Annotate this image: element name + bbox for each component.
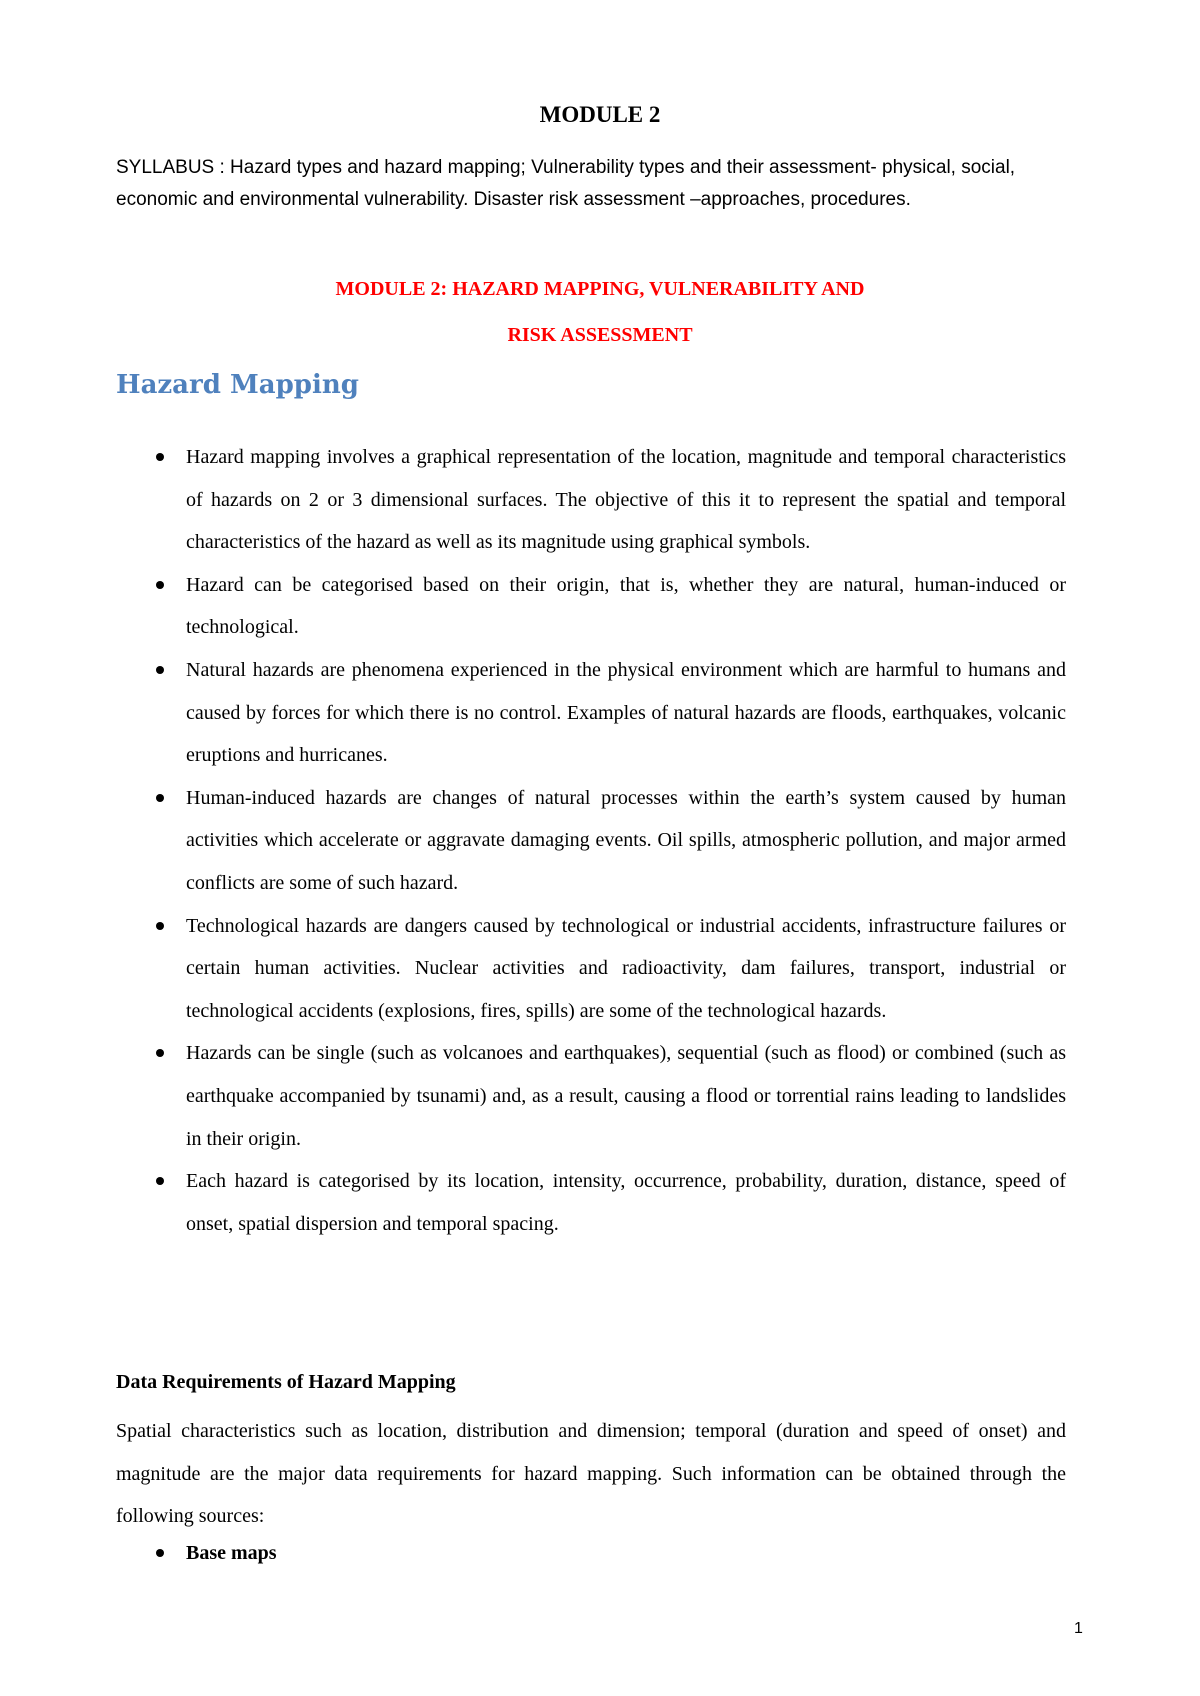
list-item — [116, 1160, 1066, 1245]
list-item-text: Natural hazards are phenomena experienced in the physical environment which are harmful to humans and caused by forces for which there is no control. Examples of natural hazards are floods, earthquakes, volcanic eruptions and hurricanes. — [186, 658, 1066, 767]
page-number: 1 — [1074, 1620, 1083, 1637]
sources-list — [116, 1532, 1066, 1574]
bullet-icon — [156, 922, 164, 930]
list-item — [116, 777, 1066, 905]
bullet-icon — [156, 1049, 164, 1057]
module-title: MODULE 2 — [539, 102, 661, 127]
syllabus-text: SYLLABUS : Hazard types and hazard mapping; Vulnerability types and their assessment- physical, social, economic and environmental vulnerability. Disaster risk assessment –approaches, procedures. — [116, 157, 1016, 210]
list-item-text: Hazard mapping involves a graphical representation of the location, magnitude and temporal characteristics of hazards on 2 or 3 dimensional surfaces. The objective of this it to represent the spatial and temporal characteristics of the hazard as well as its magnitude using graphical symbols. — [186, 446, 1066, 554]
data-requirements-heading: Data Requirements of Hazard Mapping — [116, 1371, 456, 1393]
bullet-icon — [156, 666, 164, 674]
bullet-icon — [156, 794, 164, 802]
list-item-text: Technological hazards are dangers caused by technological or industrial accidents, infrastructure failures or certain human activities. Nuclear activities and radioactivity, dam failures, transport, industrial or technological accidents (explosions, fires, spills) are some of the technological hazards. — [186, 914, 1066, 1022]
hazard-bullet-list — [116, 436, 1066, 1245]
bullet-icon — [156, 581, 164, 589]
data-requirements-paragraph: Spatial characteristics such as location, distribution and dimension; temporal (duration and speed of onset) and magnitude are the major data requirements for hazard mapping. Such information can be obtained through the following sources: — [116, 1420, 1066, 1528]
list-item-text: Hazards can be single (such as volcanoes and earthquakes), sequential (such as flood) or combined (such as earthquake accompanied by tsunami) and, as a result, causing a flood or torrential rains leading to landslides in their origin. — [186, 1042, 1066, 1150]
list-item — [116, 564, 1066, 649]
module-heading-line-1: MODULE 2: HAZARD MAPPING, VULNERABILITY AND — [335, 278, 865, 300]
bullet-icon — [156, 1549, 164, 1557]
list-item-text: Each hazard is categorised by its location, intensity, occurrence, probability, duration, distance, speed of onset, spatial dispersion and temporal spacing. — [186, 1170, 1066, 1235]
module-heading-line-2: RISK ASSESSMENT — [507, 324, 693, 346]
list-item-text: Human-induced hazards are changes of natural processes within the earth’s system caused by human activities which accelerate or aggravate damaging events. Oil spills, atmospheric pollution, and major armed conflicts are some of such hazard. — [186, 786, 1066, 894]
section-heading-hazard-mapping: Hazard Mapping — [116, 370, 359, 400]
list-item — [116, 1532, 1066, 1574]
bullet-icon — [156, 1177, 164, 1185]
list-item-text: Base maps — [186, 1542, 277, 1564]
list-item — [116, 649, 1066, 777]
bullet-icon — [156, 453, 164, 461]
list-item — [116, 436, 1066, 564]
list-item — [116, 1032, 1066, 1160]
list-item — [116, 905, 1066, 1033]
list-item-text: Hazard can be categorised based on their origin, that is, whether they are natural, human-induced or technological. — [186, 573, 1066, 639]
